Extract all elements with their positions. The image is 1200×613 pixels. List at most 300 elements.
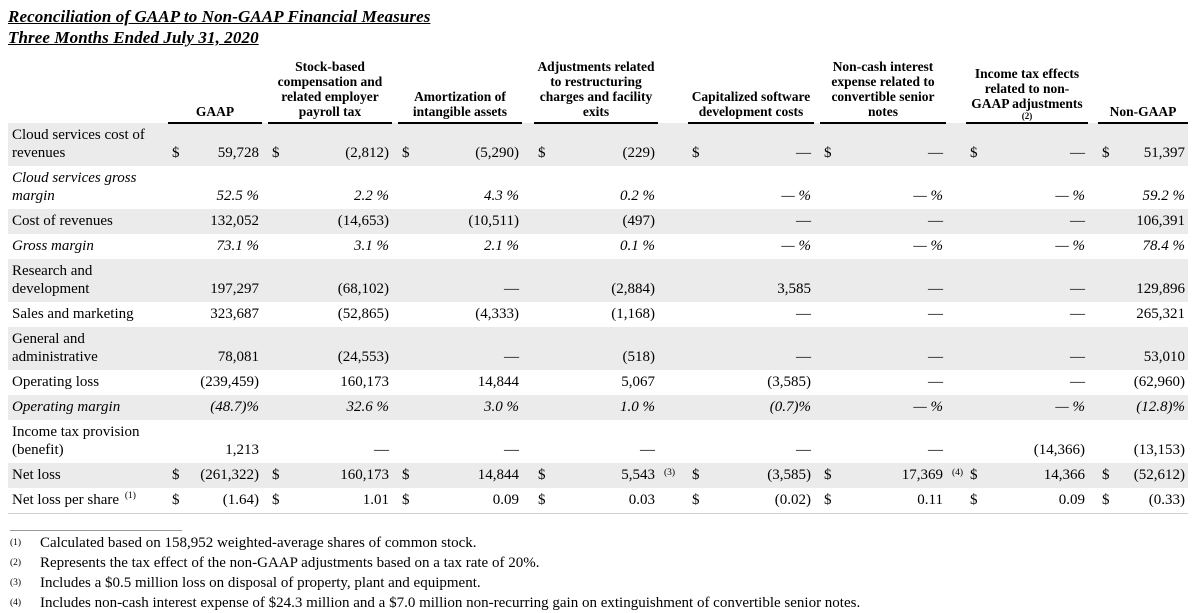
column-header-restructuring: Adjustments related to restructuring charges and facility exits: [534, 59, 658, 123]
footnote-marker: (2): [1021, 110, 1033, 121]
value-cell: [168, 395, 262, 420]
cell-value: 17,369: [901, 466, 943, 483]
row-label: Net loss per share $^{(1)}$: [8, 488, 168, 514]
table-row: [8, 302, 1188, 327]
cell-value: (229): [622, 144, 655, 161]
table-body: [8, 123, 1188, 514]
cell-value: 4.3 %: [484, 187, 519, 204]
value-cell: [820, 166, 946, 209]
cell-value: (239,459): [200, 373, 259, 390]
column-gap: [1088, 234, 1098, 259]
cell-value: — %: [781, 237, 811, 254]
footnote-marker: (4): [952, 468, 964, 478]
value-cell: [398, 302, 522, 327]
cell-value: —: [796, 144, 811, 161]
value-cell: [820, 327, 946, 370]
value-cell: [688, 234, 814, 259]
currency-symbol: $: [402, 491, 410, 508]
column-header-noncash-interest: Non-cash interest expense related to convertible senior notes: [820, 59, 946, 123]
cell-value: —: [504, 441, 519, 458]
cell-value: 1.0 %: [620, 398, 655, 415]
column-gap: [946, 259, 966, 302]
value-cell: [268, 370, 392, 395]
cell-value: (5,290): [475, 144, 519, 161]
value-cell: [966, 463, 1088, 488]
value-cell: [398, 395, 522, 420]
table-row: [8, 370, 1188, 395]
value-cell: [534, 395, 658, 420]
column-gap: [658, 370, 688, 395]
cell-value: (14,366): [1033, 441, 1085, 458]
value-cell: [268, 166, 392, 209]
currency-symbol: $: [172, 144, 180, 161]
cell-value: 1.01: [362, 491, 389, 508]
cell-value: 197,297: [210, 280, 259, 297]
column-gap: [522, 302, 534, 327]
column-gap: [1088, 370, 1098, 395]
column-gap: [658, 488, 688, 514]
value-cell: [398, 488, 522, 514]
cell-value: —: [796, 441, 811, 458]
value-cell: [168, 166, 262, 209]
value-cell: [820, 234, 946, 259]
value-cell: [966, 302, 1088, 327]
column-gap: [946, 302, 966, 327]
value-cell: [1098, 302, 1188, 327]
cell-value: (3,585): [767, 373, 811, 390]
cell-value: —: [928, 348, 943, 365]
table-row: [8, 488, 1188, 514]
cell-value: —: [374, 441, 389, 458]
currency-symbol: $: [692, 466, 700, 483]
cell-value: —: [1070, 280, 1085, 297]
cell-value: (4,333): [475, 305, 519, 322]
footnote-marker: (3): [10, 577, 22, 588]
value-cell: [398, 166, 522, 209]
currency-symbol: $: [272, 466, 280, 483]
cell-value: 78,081: [217, 348, 259, 365]
cell-value: —: [928, 280, 943, 297]
cell-value: —: [796, 348, 811, 365]
currency-symbol: $: [692, 491, 700, 508]
column-gap: [522, 234, 534, 259]
footnote-marker: (1): [124, 490, 136, 501]
column-gap: [946, 420, 966, 463]
column-header-amortization: Amortization of intangible assets: [398, 59, 522, 123]
column-gap: [522, 463, 534, 488]
value-cell: [1098, 234, 1188, 259]
cell-value: (1.64): [222, 491, 259, 508]
currency-symbol: $: [824, 144, 832, 161]
cell-value: —: [928, 305, 943, 322]
cell-value: —: [1070, 144, 1085, 161]
cell-value: 78.4 %: [1142, 237, 1185, 254]
cell-value: 32.6 %: [346, 398, 389, 415]
value-cell: [268, 395, 392, 420]
value-cell: [168, 259, 262, 302]
currency-symbol: $: [692, 144, 700, 161]
value-cell: [534, 302, 658, 327]
currency-symbol: $: [970, 491, 978, 508]
cell-value: —: [928, 212, 943, 229]
value-cell: [168, 463, 262, 488]
value-cell: [534, 209, 658, 234]
value-cell: [398, 463, 522, 488]
row-label: Operating margin: [8, 395, 168, 420]
table-row: [8, 259, 1188, 302]
value-cell: [688, 302, 814, 327]
column-gap: [522, 395, 534, 420]
cell-value: 0.09: [1058, 491, 1085, 508]
footnote-marker: (2): [10, 557, 22, 568]
cell-value: (1,168): [611, 305, 655, 322]
column-gap: [946, 166, 966, 209]
cell-value: (14,653): [337, 212, 389, 229]
value-cell: [688, 420, 814, 463]
value-cell: [268, 123, 392, 166]
value-cell: [398, 259, 522, 302]
value-cell: [1098, 463, 1188, 488]
cell-value: (261,322): [200, 466, 259, 483]
value-cell: [168, 420, 262, 463]
cell-value: 73.1 %: [216, 237, 259, 254]
table-row: [8, 234, 1188, 259]
cell-value: (13,153): [1133, 441, 1185, 458]
cell-value: (12.8)%: [1136, 398, 1185, 415]
column-gap: [658, 259, 688, 302]
column-header-gaap: GAAP: [168, 59, 262, 123]
table-row: [8, 420, 1188, 463]
value-cell: [820, 488, 946, 514]
cell-value: —: [796, 212, 811, 229]
column-gap: [658, 395, 688, 420]
value-cell: [534, 327, 658, 370]
value-cell: [398, 420, 522, 463]
cell-value: —: [928, 373, 943, 390]
currency-symbol: $: [538, 466, 546, 483]
cell-value: —: [640, 441, 655, 458]
value-cell: [1098, 420, 1188, 463]
column-gap: [658, 327, 688, 370]
value-cell: [966, 234, 1088, 259]
row-label: Net loss: [8, 463, 168, 488]
value-cell: [168, 327, 262, 370]
value-cell: [168, 234, 262, 259]
value-cell: [534, 166, 658, 209]
value-cell: [534, 123, 658, 166]
value-cell: [820, 209, 946, 234]
value-cell: [268, 488, 392, 514]
column-gap: [1088, 463, 1098, 488]
cell-value: —: [1070, 305, 1085, 322]
currency-symbol: $: [538, 144, 546, 161]
value-cell: [398, 370, 522, 395]
column-gap: [658, 234, 688, 259]
currency-symbol: $: [970, 144, 978, 161]
value-cell: [168, 302, 262, 327]
value-cell: [688, 209, 814, 234]
value-cell: [1098, 209, 1188, 234]
column-gap: [522, 209, 534, 234]
column-gap: [658, 302, 688, 327]
value-cell: [1098, 395, 1188, 420]
value-cell: [534, 488, 658, 514]
cell-value: —: [504, 280, 519, 297]
column-gap: [658, 166, 688, 209]
footnote: [8, 573, 1192, 593]
cell-value: 2.2 %: [354, 187, 389, 204]
cell-value: 14,844: [477, 466, 519, 483]
value-cell: [268, 209, 392, 234]
currency-symbol: $: [402, 466, 410, 483]
cell-value: 52.5 %: [216, 187, 259, 204]
cell-value: 132,052: [210, 212, 259, 229]
column-gap: [522, 420, 534, 463]
column-gap: [946, 395, 966, 420]
cell-value: — %: [913, 237, 943, 254]
row-label: Sales and marketing: [12, 305, 134, 322]
cell-value: — %: [781, 187, 811, 204]
footnote-rule: [10, 530, 182, 531]
cell-value: 59.2 %: [1142, 187, 1185, 204]
cell-value: (10,511): [468, 212, 519, 229]
value-cell: [398, 234, 522, 259]
cell-value: (518): [622, 348, 655, 365]
cell-value: —: [928, 441, 943, 458]
value-cell: [534, 420, 658, 463]
value-cell: [534, 234, 658, 259]
value-cell: [820, 123, 946, 166]
cell-value: 5,543: [621, 466, 655, 483]
column-gap: [946, 370, 966, 395]
row-label-header: [8, 59, 168, 123]
cell-value: (24,553): [337, 348, 389, 365]
value-cell: [820, 302, 946, 327]
cell-value: 160,173: [340, 466, 389, 483]
currency-symbol: $: [272, 491, 280, 508]
title-line-1: Reconciliation of GAAP to Non-GAAP Financial Measures: [8, 7, 431, 26]
footnote-text: Represents the tax effect of the non-GAAP adjustments based on a tax rate of 20%.: [40, 554, 540, 571]
cell-value: (52,612): [1133, 466, 1185, 483]
column-gap: [522, 488, 534, 514]
cell-value: 0.09: [492, 491, 519, 508]
row-label: Research and development: [8, 259, 168, 302]
column-gap: [658, 209, 688, 234]
column-gap: [658, 463, 688, 488]
column-gap: [946, 209, 966, 234]
cell-value: 14,366: [1043, 466, 1085, 483]
cell-value: (497): [622, 212, 655, 229]
value-cell: [966, 420, 1088, 463]
cell-value: 3.0 %: [484, 398, 519, 415]
column-gap: [1088, 327, 1098, 370]
column-header-stock-based-compensation: Stock-based compensation and related employer payroll tax: [268, 59, 392, 123]
value-cell: [1098, 123, 1188, 166]
value-cell: [168, 488, 262, 514]
row-label: Income tax provision (benefit): [12, 423, 140, 458]
table-row: [8, 327, 1188, 370]
currency-symbol: $: [1102, 144, 1110, 161]
cell-value: 129,896: [1136, 280, 1185, 297]
value-cell: [966, 370, 1088, 395]
column-gap: [946, 463, 966, 488]
value-cell: [966, 209, 1088, 234]
value-cell: [688, 370, 814, 395]
cell-value: 59,728: [217, 144, 259, 161]
cell-value: —: [1070, 212, 1085, 229]
value-cell: [268, 259, 392, 302]
value-cell: [168, 370, 262, 395]
cell-value: — %: [1055, 187, 1085, 204]
value-cell: [268, 463, 392, 488]
cell-value: (3,585): [767, 466, 811, 483]
value-cell: [688, 327, 814, 370]
value-cell: [820, 463, 946, 488]
value-cell: [268, 302, 392, 327]
column-gap: [658, 123, 688, 166]
table-row: [8, 463, 1188, 488]
column-gap: [946, 488, 966, 514]
footnotes-list: [8, 533, 1192, 613]
column-gap: [946, 123, 966, 166]
cell-value: 51,397: [1143, 144, 1185, 161]
currency-symbol: $: [1102, 466, 1110, 483]
value-cell: [688, 488, 814, 514]
cell-value: (62,960): [1133, 373, 1185, 390]
cell-value: 2.1 %: [484, 237, 519, 254]
cell-value: 0.1 %: [620, 237, 655, 254]
table-row: [8, 209, 1188, 234]
value-cell: [168, 209, 262, 234]
cell-value: 1,213: [225, 441, 259, 458]
value-cell: [820, 420, 946, 463]
footnote-text: Includes a $0.5 million loss on disposal of property, plant and equipment.: [40, 574, 481, 591]
column-gap: [1088, 259, 1098, 302]
row-label: Cost of revenues: [8, 209, 168, 234]
footnote-marker: (1): [10, 537, 22, 548]
value-cell: [966, 166, 1088, 209]
value-cell: [1098, 166, 1188, 209]
currency-symbol: $: [172, 491, 180, 508]
footnote: [8, 553, 1192, 573]
value-cell: [966, 259, 1088, 302]
document-title: [8, 6, 1192, 49]
cell-value: —: [1070, 348, 1085, 365]
cell-value: —: [796, 305, 811, 322]
cell-value: 323,687: [210, 305, 259, 322]
value-cell: [1098, 259, 1188, 302]
column-gap: [946, 234, 966, 259]
value-cell: [966, 327, 1088, 370]
cell-value: 53,010: [1143, 348, 1185, 365]
value-cell: [688, 259, 814, 302]
cell-value: 106,391: [1136, 212, 1185, 229]
table-row: [8, 395, 1188, 420]
value-cell: [820, 395, 946, 420]
title-line-2: Three Months Ended July 31, 2020: [8, 28, 259, 48]
cell-value: —: [1070, 373, 1085, 390]
footnote-text: Includes non-cash interest expense of $24.3 million and a $7.0 million non-recurring gain on extinguishment of convertible senior notes.: [40, 594, 861, 611]
currency-symbol: $: [272, 144, 280, 161]
currency-symbol: $: [1102, 491, 1110, 508]
column-gap: [1088, 302, 1098, 327]
row-label: Gross margin: [12, 237, 94, 254]
row-label: General and administrative: [8, 327, 168, 370]
value-cell: [168, 123, 262, 166]
value-cell: [966, 395, 1088, 420]
value-cell: [1098, 327, 1188, 370]
cell-value: — %: [913, 187, 943, 204]
reconciliation-table: [8, 59, 1188, 514]
cell-value: (68,102): [337, 280, 389, 297]
cell-value: 265,321: [1136, 305, 1185, 322]
value-cell: [398, 327, 522, 370]
footnote-marker: (4): [10, 597, 22, 608]
value-cell: [268, 234, 392, 259]
value-cell: [268, 420, 392, 463]
column-gap: [1088, 166, 1098, 209]
column-gap: [522, 259, 534, 302]
column-gap: [1088, 488, 1098, 514]
cell-value: (2,812): [345, 144, 389, 161]
value-cell: [688, 463, 814, 488]
value-cell: [534, 463, 658, 488]
value-cell: [966, 488, 1088, 514]
value-cell: [268, 327, 392, 370]
cell-value: 3,585: [777, 280, 811, 297]
table-row: [8, 166, 1188, 209]
value-cell: [966, 123, 1088, 166]
table-row: [8, 123, 1188, 166]
cell-value: (0.02): [774, 491, 811, 508]
cell-value: — %: [1055, 398, 1085, 415]
row-label: Operating loss: [12, 373, 100, 390]
cell-value: 0.2 %: [620, 187, 655, 204]
row-label: Cloud services cost of revenues: [8, 123, 168, 166]
column-gap: [522, 166, 534, 209]
column-gap: [522, 370, 534, 395]
column-gap: [522, 327, 534, 370]
currency-symbol: $: [970, 466, 978, 483]
cell-value: 5,067: [621, 373, 655, 390]
cell-value: (0.33): [1148, 491, 1185, 508]
currency-symbol: $: [402, 144, 410, 161]
table-header: [8, 59, 1188, 123]
footnote: [8, 533, 1192, 553]
column-gap: [1088, 209, 1098, 234]
cell-value: —: [504, 348, 519, 365]
column-gap: [1088, 395, 1098, 420]
cell-value: 160,173: [340, 373, 389, 390]
value-cell: [1098, 488, 1188, 514]
cell-value: — %: [913, 398, 943, 415]
currency-symbol: $: [172, 466, 180, 483]
currency-symbol: $: [824, 466, 832, 483]
row-label: Cloud services gross margin: [12, 169, 137, 204]
value-cell: [398, 123, 522, 166]
value-cell: [688, 123, 814, 166]
value-cell: [688, 166, 814, 209]
column-header-income-tax-effects: Income tax effects related to non-GAAP adjustments (2): [966, 59, 1088, 123]
value-cell: [398, 209, 522, 234]
column-gap: [522, 123, 534, 166]
value-cell: [534, 370, 658, 395]
footnotes-section: [8, 530, 1192, 613]
column-header-non-gaap: Non-GAAP: [1098, 59, 1188, 123]
cell-value: 14,844: [477, 373, 519, 390]
cell-value: (0.7)%: [769, 398, 811, 415]
column-gap: [1088, 123, 1098, 166]
